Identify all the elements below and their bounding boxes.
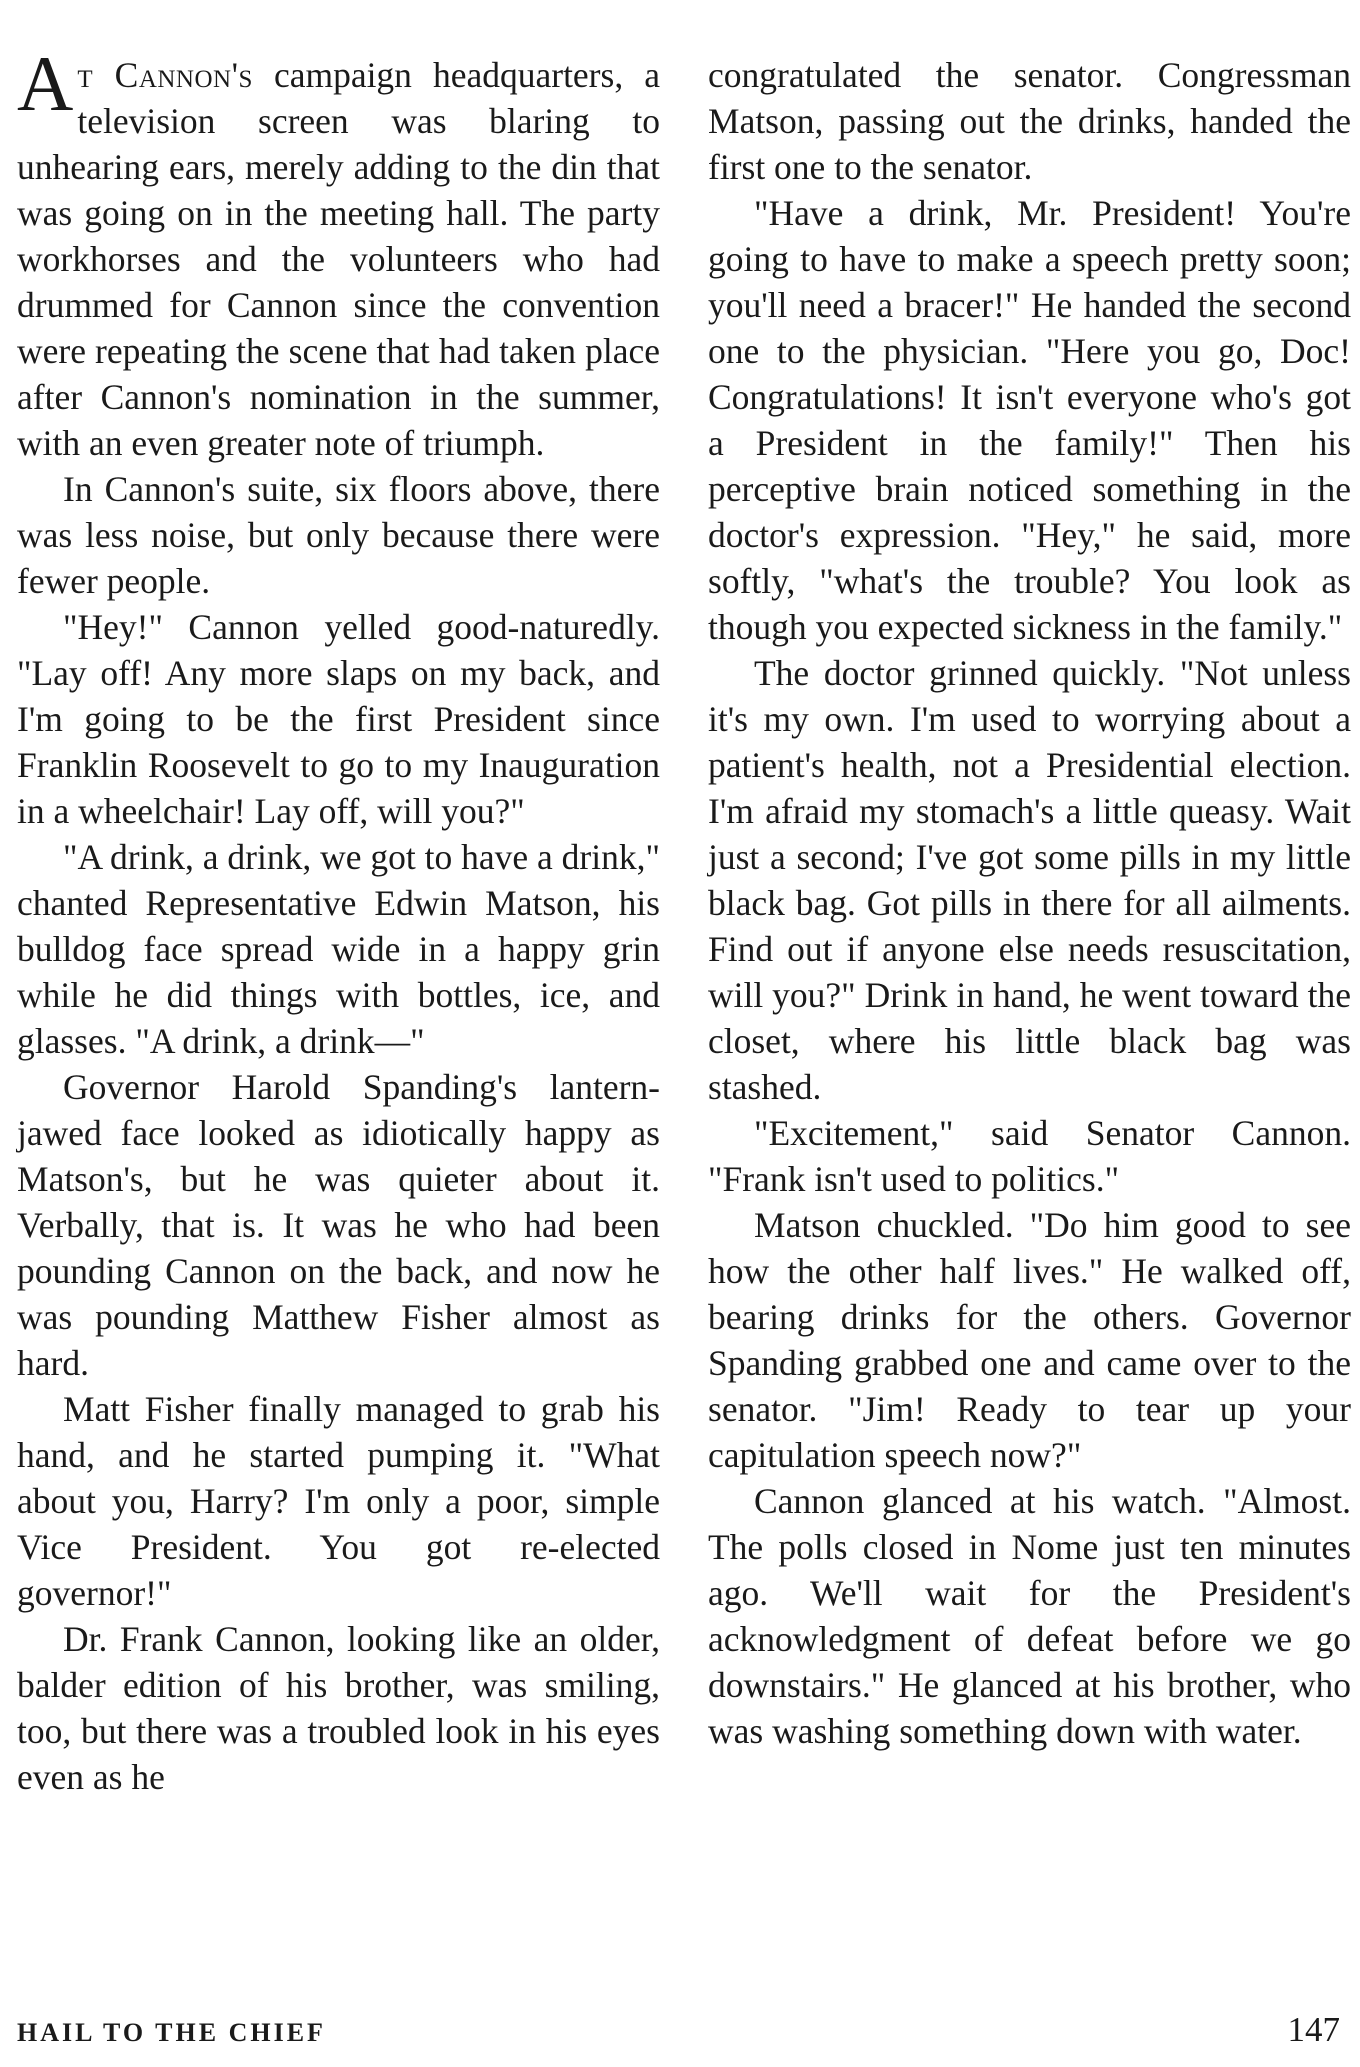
drop-cap: A: [17, 40, 74, 127]
paragraph: "A drink, a drink, we got to have a drink," chanted Representative Edwin Matson, his bulldog face spread wide in a happy grin while he did things with bottles, ice, and glasses. "A drink, a drink—": [17, 837, 660, 1061]
paragraph: Dr. Frank Cannon, looking like an older, balder edition of his brother, was smiling, too, but there was a troubled look in his eyes even as he: [17, 1619, 660, 1797]
paragraph: "Excitement," said Senator Cannon. "Frank isn't used to politics.": [708, 1113, 1351, 1199]
paragraph: Matson chuckled. "Do him good to see how the other half lives." He walked off, bearing drinks for the others. Governor Spanding grabbed one and came over to the senator. "Jim! Ready to tear up your capitulation speech now?": [708, 1205, 1351, 1475]
paragraph: "Have a drink, Mr. President! You're going to have to make a speech pretty soon; you'll need a bracer!" He handed the second one to the physician. "Here you go, Doc! Congratulations! It isn't everyone who's got a President in the family!" Then his perceptive brain noticed something in the doctor's expression. "Hey," he said, more softly, "what's the trouble? You look as though you expected sickness in the family.": [708, 193, 1351, 647]
paragraph: "Hey!" Cannon yelled good-naturedly. "Lay off! Any more slaps on my back, and I'm going to be the first President since Franklin Roosevelt to go to my Inauguration in a wheelchair! Lay off, will you?": [17, 607, 660, 831]
page-number: 147: [1287, 2010, 1340, 2049]
opening-paragraph: [17, 40, 660, 466]
paragraph: Matt Fisher finally managed to grab his hand, and he started pumping it. "What about you, Harry? I'm only a poor, simple Vice President. You got re-elected governor!": [17, 1389, 660, 1613]
paragraph: Governor Harold Spanding's lantern-jawed face looked as idiotically happy as Matson's, but he was quieter about it. Verbally, that is. It was he who had been pounding Cannon on the back, and now he was pounding Matthew Fisher almost as hard.: [17, 1067, 660, 1383]
paragraph: The doctor grinned quickly. "Not unless it's my own. I'm used to worrying about a patient's health, not a Presidential election. I'm afraid my stomach's a little queasy. Wait just a second; I've got some pills in my little black bag. Got pills in there for all ailments. Find out if anyone else needs resuscitation, will you?" Drink in hand, he went toward the closet, where his little black bag was stashed.: [708, 653, 1351, 1107]
paragraph-text: campaign headquarters, a television screen was blaring to unhearing ears, merely adding to the din that was going on in the meeting hall. The party workhorses and the volunteers who had drummed for Cannon since the convention were repeating the scene that had taken place after Cannon's nomination in the summer, with an even greater note of triumph.: [17, 55, 660, 463]
left-column: [17, 40, 660, 1800]
right-column: [708, 52, 1351, 1754]
continued-paragraph: congratulated the senator. Congressman Matson, passing out the drinks, handed the first one to the senator.: [708, 55, 1351, 187]
paragraph: Cannon glanced at his watch. "Almost. The polls closed in Nome just ten minutes ago. We'll wait for the President's acknowledgment of defeat before we go downstairs." He glanced at his brother, who was washing something down with water.: [708, 1481, 1351, 1751]
running-footer-title: HAIL TO THE CHIEF: [17, 2018, 326, 2047]
lead-in: t Cannon's: [77, 55, 253, 95]
paragraph: In Cannon's suite, six floors above, there was less noise, but only because there were fewer people.: [17, 469, 660, 601]
